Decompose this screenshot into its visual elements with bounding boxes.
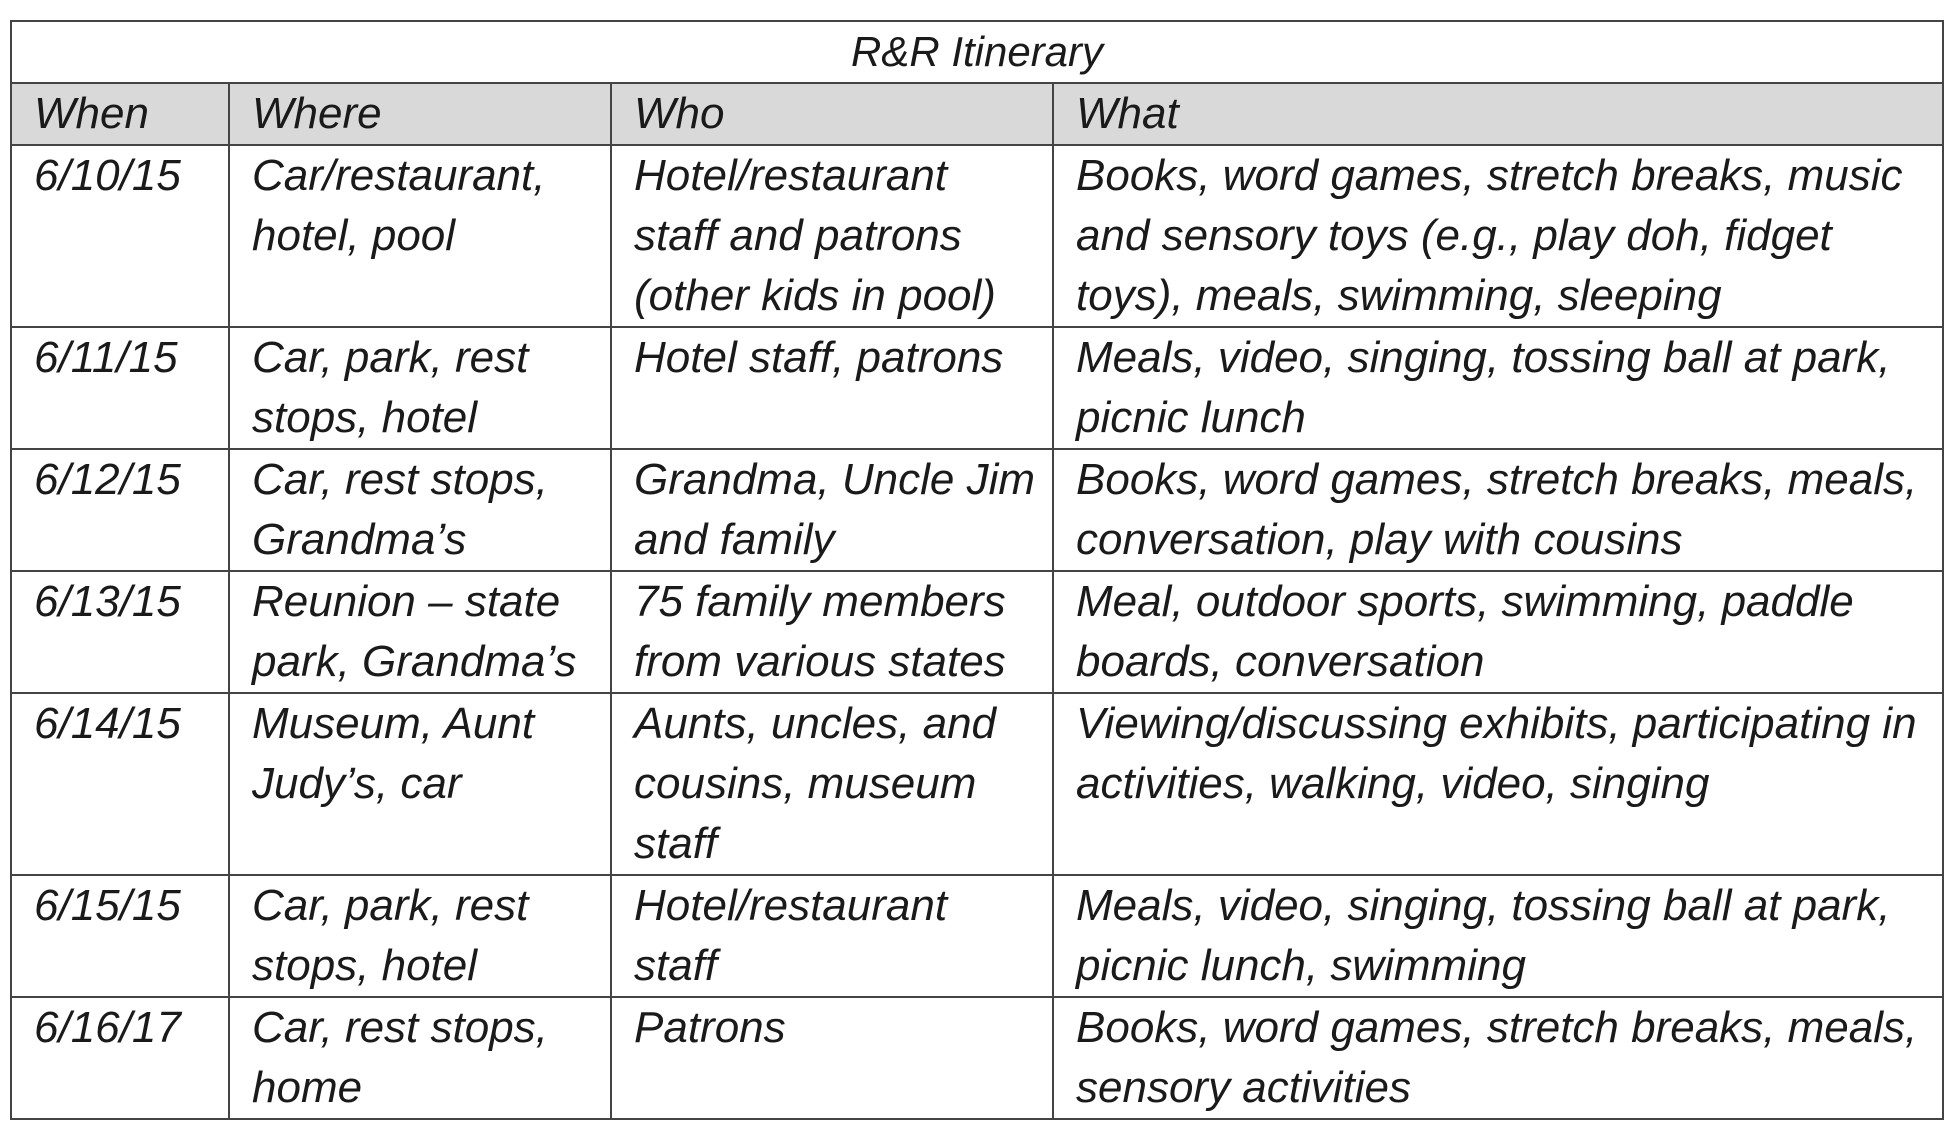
- cell-who: Hotel/restaurant staff: [611, 875, 1053, 997]
- table-title: R&R Itinerary: [11, 21, 1943, 83]
- column-header-where: Where: [229, 83, 611, 145]
- cell-when: 6/13/15: [11, 571, 229, 693]
- cell-who: Grandma, Uncle Jim and family: [611, 449, 1053, 571]
- cell-where: Car, park, rest stops, hotel: [229, 327, 611, 449]
- cell-when: 6/12/15: [11, 449, 229, 571]
- cell-where: Reunion – state park, Grandma’s: [229, 571, 611, 693]
- cell-what: Meals, video, singing, tossing ball at park, picnic lunch, swimming: [1053, 875, 1943, 997]
- table-row: [11, 449, 1943, 571]
- cell-where: Car/restaurant, hotel, pool: [229, 145, 611, 327]
- title-row: [11, 21, 1943, 83]
- cell-where: Car, rest stops, home: [229, 997, 611, 1119]
- cell-where: Car, park, rest stops, hotel: [229, 875, 611, 997]
- cell-when: 6/11/15: [11, 327, 229, 449]
- itinerary-table: [10, 20, 1944, 1120]
- cell-what: Viewing/discussing exhibits, participating in activities, walking, video, singing: [1053, 693, 1943, 875]
- header-row: [11, 83, 1943, 145]
- cell-where: Museum, Aunt Judy’s, car: [229, 693, 611, 875]
- cell-what: Books, word games, stretch breaks, meals, conversation, play with cousins: [1053, 449, 1943, 571]
- column-header-who: Who: [611, 83, 1053, 145]
- table-row: [11, 875, 1943, 997]
- cell-who: Hotel staff, patrons: [611, 327, 1053, 449]
- table-row: [11, 571, 1943, 693]
- cell-what: Books, word games, stretch breaks, music and sensory toys (e.g., play doh, fidget toys), meals, swimming, sleeping: [1053, 145, 1943, 327]
- cell-who: Hotel/restaurant staff and patrons (other kids in pool): [611, 145, 1053, 327]
- cell-when: 6/10/15: [11, 145, 229, 327]
- table-row: [11, 693, 1943, 875]
- cell-where: Car, rest stops, Grandma’s: [229, 449, 611, 571]
- cell-what: Books, word games, stretch breaks, meals, sensory activities: [1053, 997, 1943, 1119]
- table-row: [11, 327, 1943, 449]
- cell-what: Meals, video, singing, tossing ball at park, picnic lunch: [1053, 327, 1943, 449]
- table-row: [11, 997, 1943, 1119]
- cell-when: 6/14/15: [11, 693, 229, 875]
- cell-who: Patrons: [611, 997, 1053, 1119]
- cell-when: 6/15/15: [11, 875, 229, 997]
- table-row: [11, 145, 1943, 327]
- cell-who: 75 family members from various states: [611, 571, 1053, 693]
- cell-who: Aunts, uncles, and cousins, museum staff: [611, 693, 1053, 875]
- column-header-when: When: [11, 83, 229, 145]
- cell-what: Meal, outdoor sports, swimming, paddle boards, conversation: [1053, 571, 1943, 693]
- column-header-what: What: [1053, 83, 1943, 145]
- cell-when: 6/16/17: [11, 997, 229, 1119]
